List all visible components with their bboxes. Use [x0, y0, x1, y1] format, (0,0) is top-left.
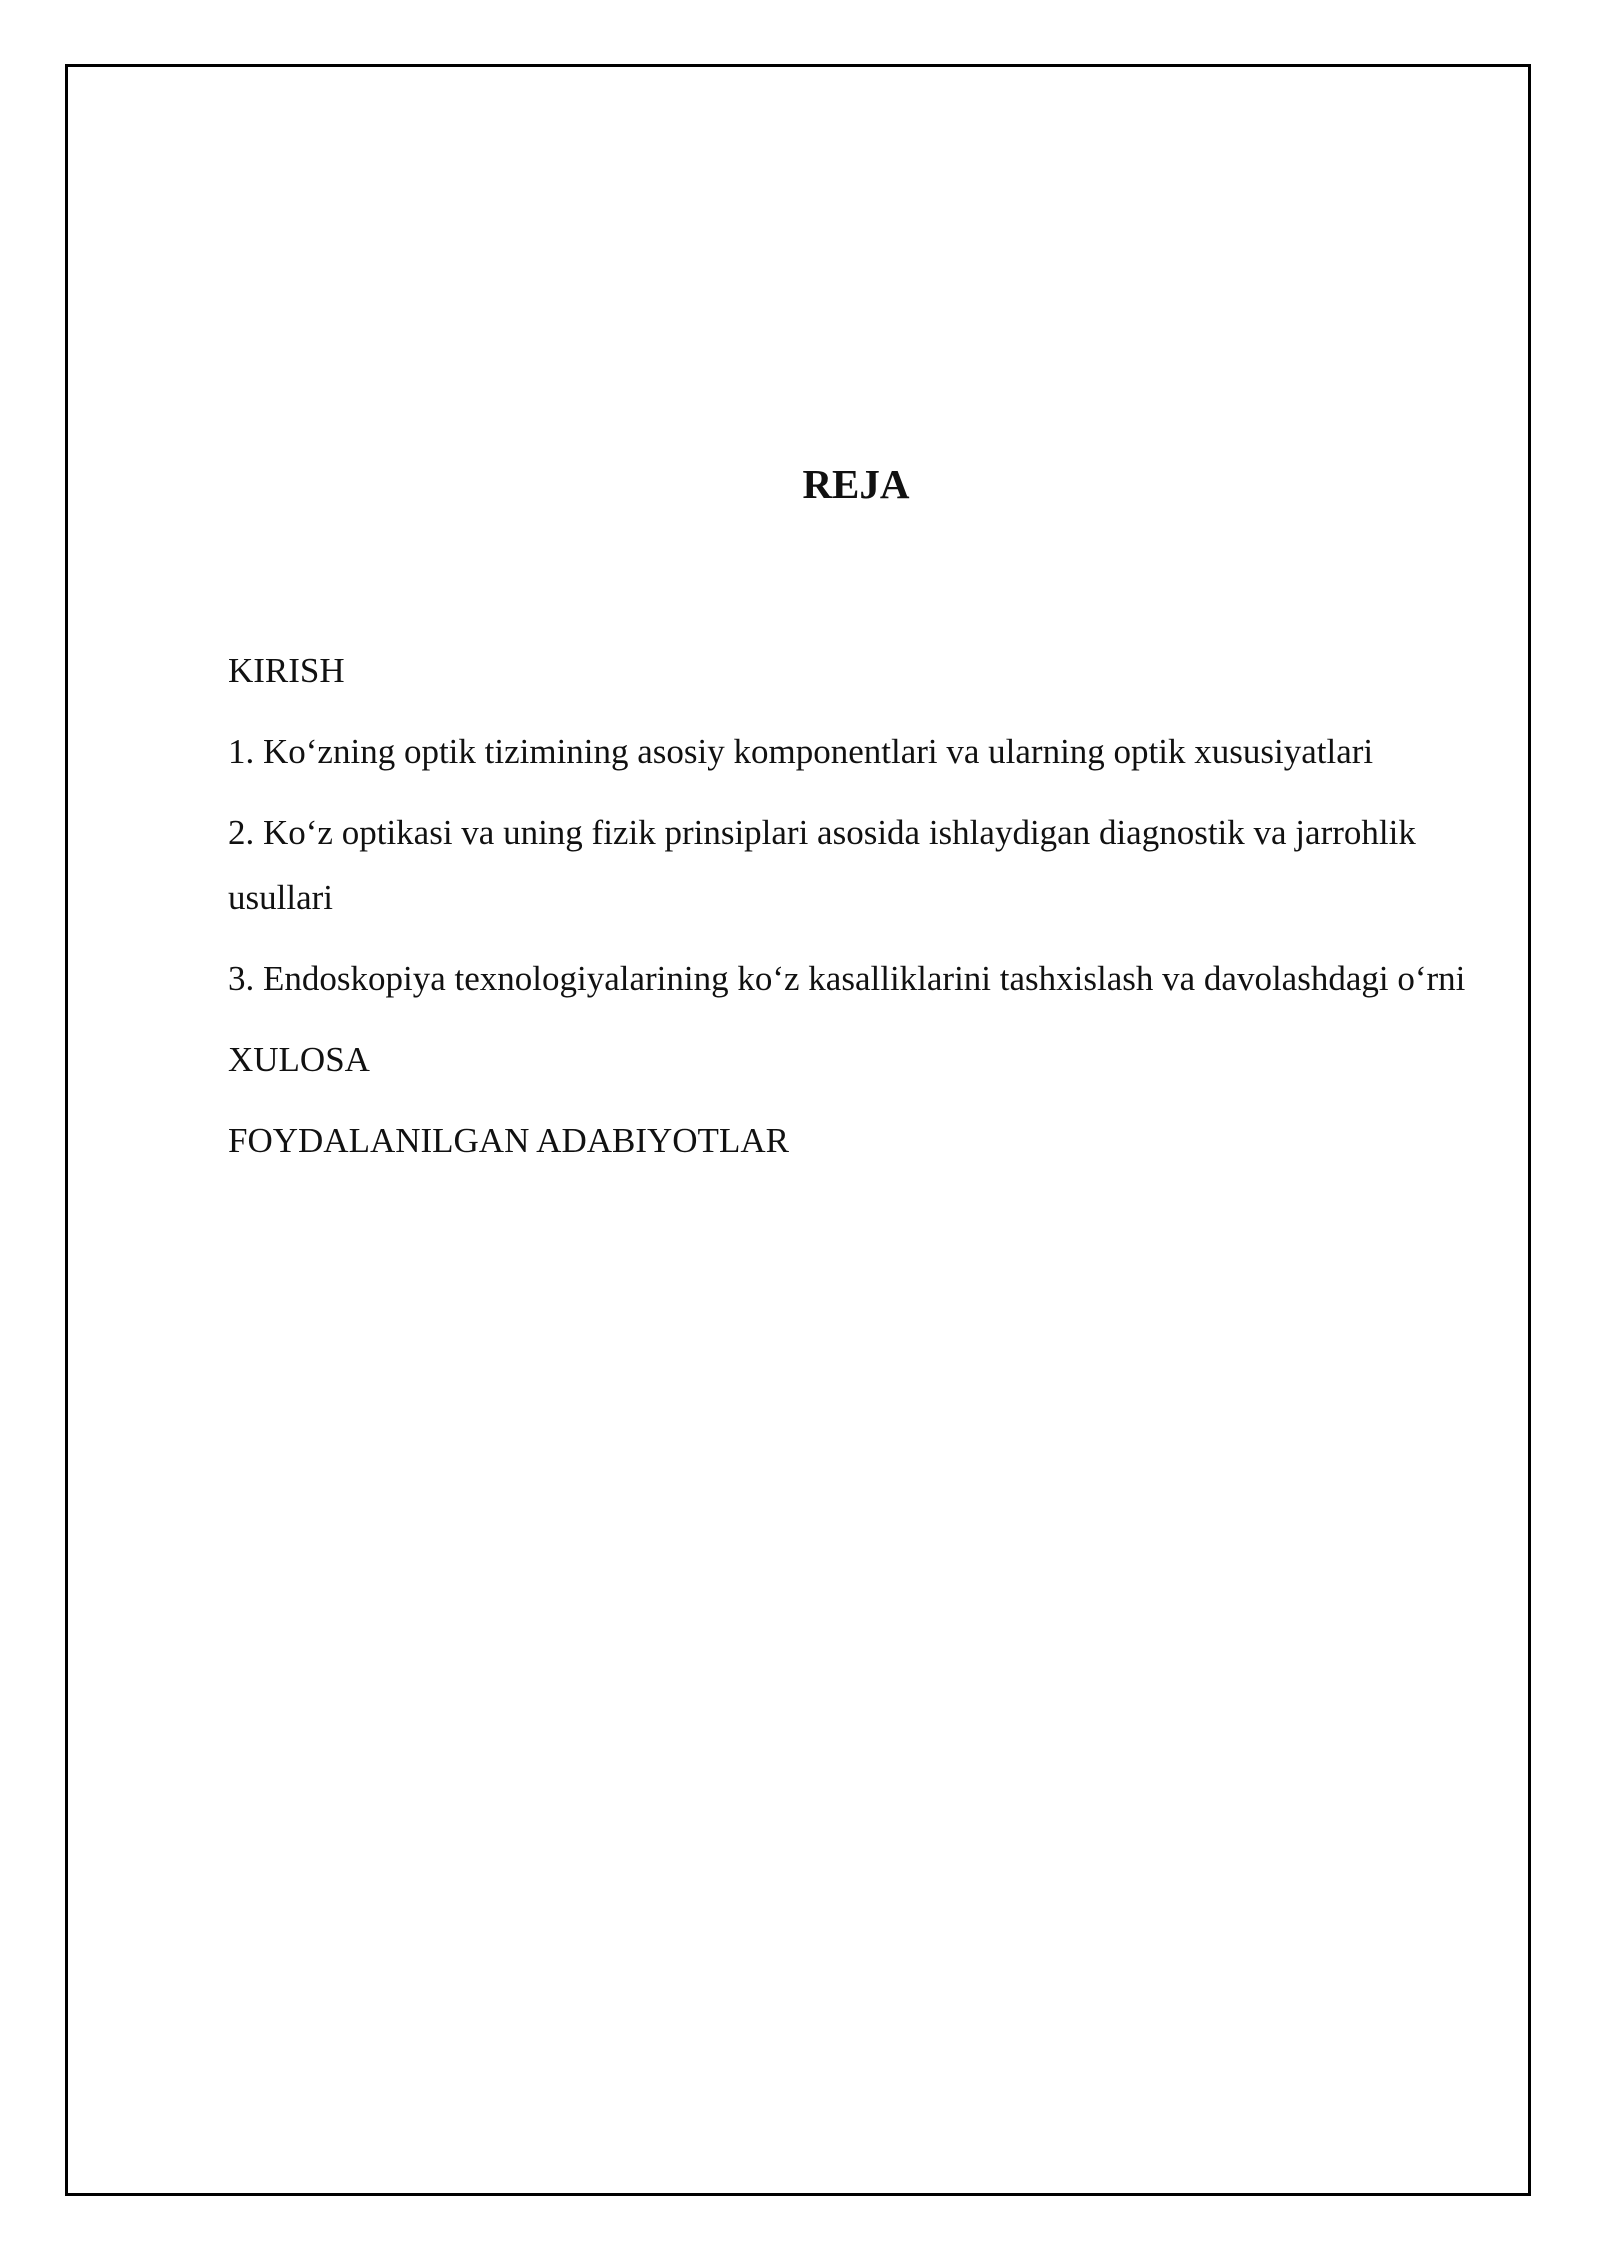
page-title: REJA	[802, 461, 910, 507]
toc-item-references: FOYDALANILGAN ADABIYOTLAR	[228, 1121, 789, 1160]
toc-item-conclusion: XULOSA	[228, 1040, 370, 1079]
toc-item-section-1: 1. Ko‘zning optik tizimining asosiy komponentlari va ularning optik xususiyatlari	[228, 732, 1374, 771]
toc-item-section-3: 3. Endoskopiya texnologiyalarining ko‘z kasalliklarini tashxislash va davolashdagi o‘rni	[228, 959, 1466, 998]
table-of-contents	[228, 638, 1480, 1189]
toc-item-section-2: 2. Ko‘z optikasi va uning fizik prinsiplari asosida ishlaydigan diagnostik va jarrohlik usullari	[228, 813, 1416, 917]
toc-item-introduction: KIRISH	[228, 651, 345, 690]
